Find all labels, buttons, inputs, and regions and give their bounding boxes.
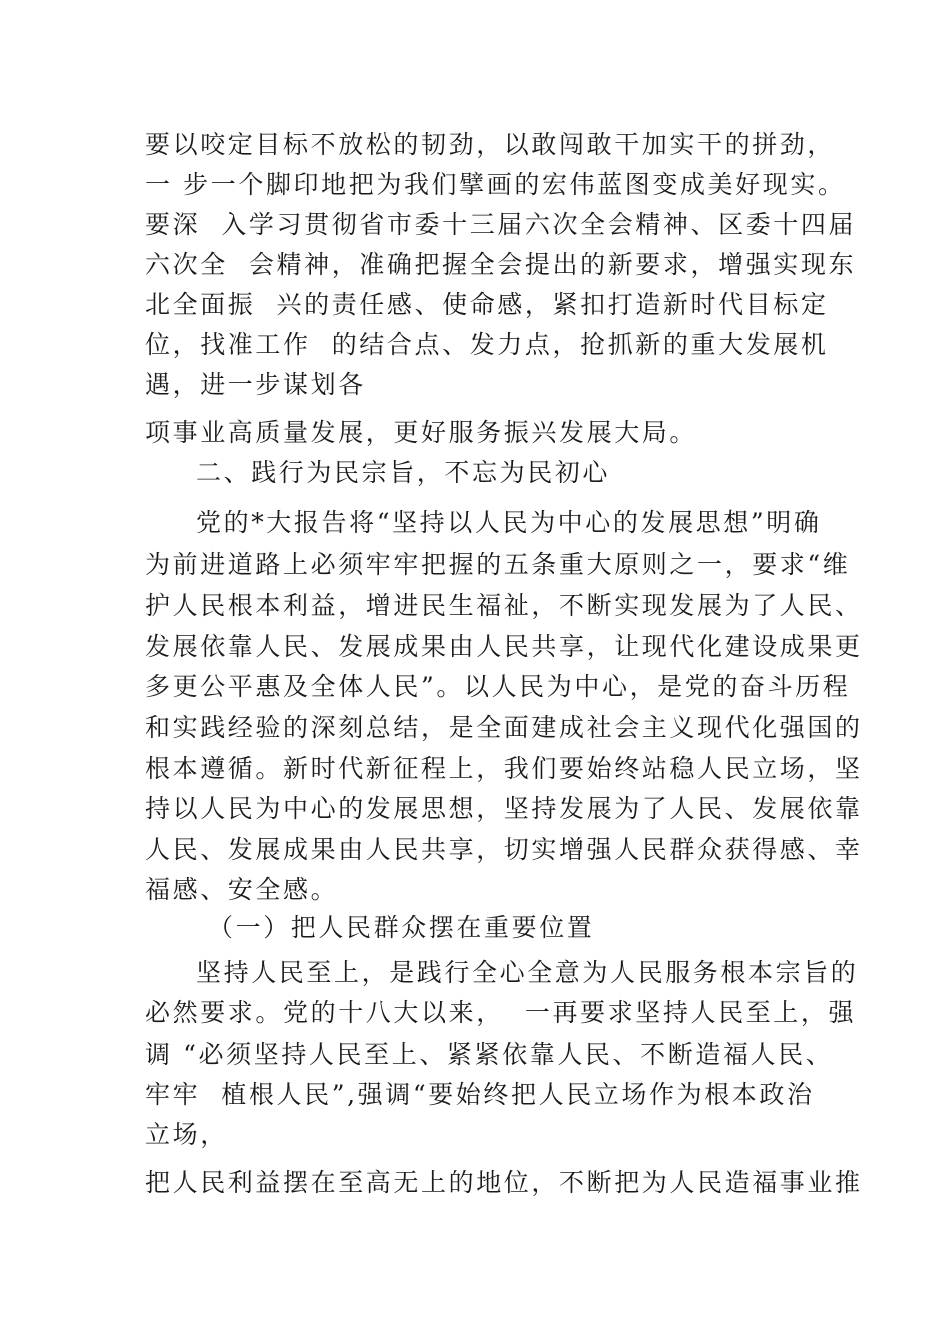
paragraph-first-line: 党的*大报告将“坚持以人民为中心的发展思想”明确 <box>196 508 822 537</box>
text-line: 多更公平惠及全体人民”。以人民为中心，是党的奋斗历程 <box>145 672 851 701</box>
text-line: 遇，进一步谋划各 <box>145 370 366 399</box>
text-line: 根本遵循。新时代新征程上，我们要始终站稳人民立场，坚 <box>145 754 863 783</box>
text-line: 持以人民为中心的发展思想，坚持发展为了人民、发展依靠 <box>145 794 863 823</box>
subsection-heading: （一）把人民群众摆在重要位置 <box>208 913 595 942</box>
text-line: 发展依靠人民、发展成果由人民共享，让现代化建设成果更 <box>145 632 863 661</box>
text-line: 福感、安全感。 <box>145 875 339 904</box>
text-line: 项事业高质量发展，更好服务振兴发展大局。 <box>145 418 698 447</box>
text-line: 位，找准工作 的结合点、发力点，抢抓新的重大发展机 <box>145 330 829 359</box>
text-line: 把人民利益摆在至高无上的地位，不断把为人民造福事业推 <box>145 1168 863 1197</box>
text-line: 要以咬定目标不放松的韧劲，以敢闯敢干加实干的拼劲， <box>145 130 836 159</box>
text-line: 牢牢 植根人民”,强调“要始终把人民立场作为根本政治 <box>145 1080 815 1109</box>
text-line: 为前进道路上必须牢牢把握的五条重大原则之一，要求“维 <box>145 550 851 579</box>
text-line: 立场， <box>145 1120 228 1149</box>
text-line: 护人民根本利益，增进民生福祉，不断实现发展为了人民、 <box>145 591 863 620</box>
paragraph-first-line: 坚持人民至上，是践行全心全意为人民服务根本宗旨的 <box>196 958 859 987</box>
text-line: 北全面振 兴的责任感、使命感，紧扣打造新时代目标定 <box>145 290 829 319</box>
text-line: 一 步一个脚印地把为我们擘画的宏伟蓝图变成美好现实。 <box>145 170 846 199</box>
section-heading: 二、践行为民宗旨，不忘为民初心 <box>196 458 611 487</box>
text-line: 要深 入学习贯彻省市委十三届六次全会精神、区委十四届 <box>145 210 857 239</box>
text-line: 六次全 会精神，准确把握全会提出的新要求，增强实现东 <box>145 250 857 279</box>
text-line: 人民、发展成果由人民共享，切实增强人民群众获得感、幸 <box>145 835 863 864</box>
text-line: 调 “必须坚持人民至上、紧紧依靠人民、不断造福人民、 <box>145 1040 834 1069</box>
text-line: 必然要求。党的十八大以来， 一再要求坚持人民至上，强 <box>145 998 857 1027</box>
text-line: 和实践经验的深刻总结，是全面建成社会主义现代化强国的 <box>145 713 863 742</box>
